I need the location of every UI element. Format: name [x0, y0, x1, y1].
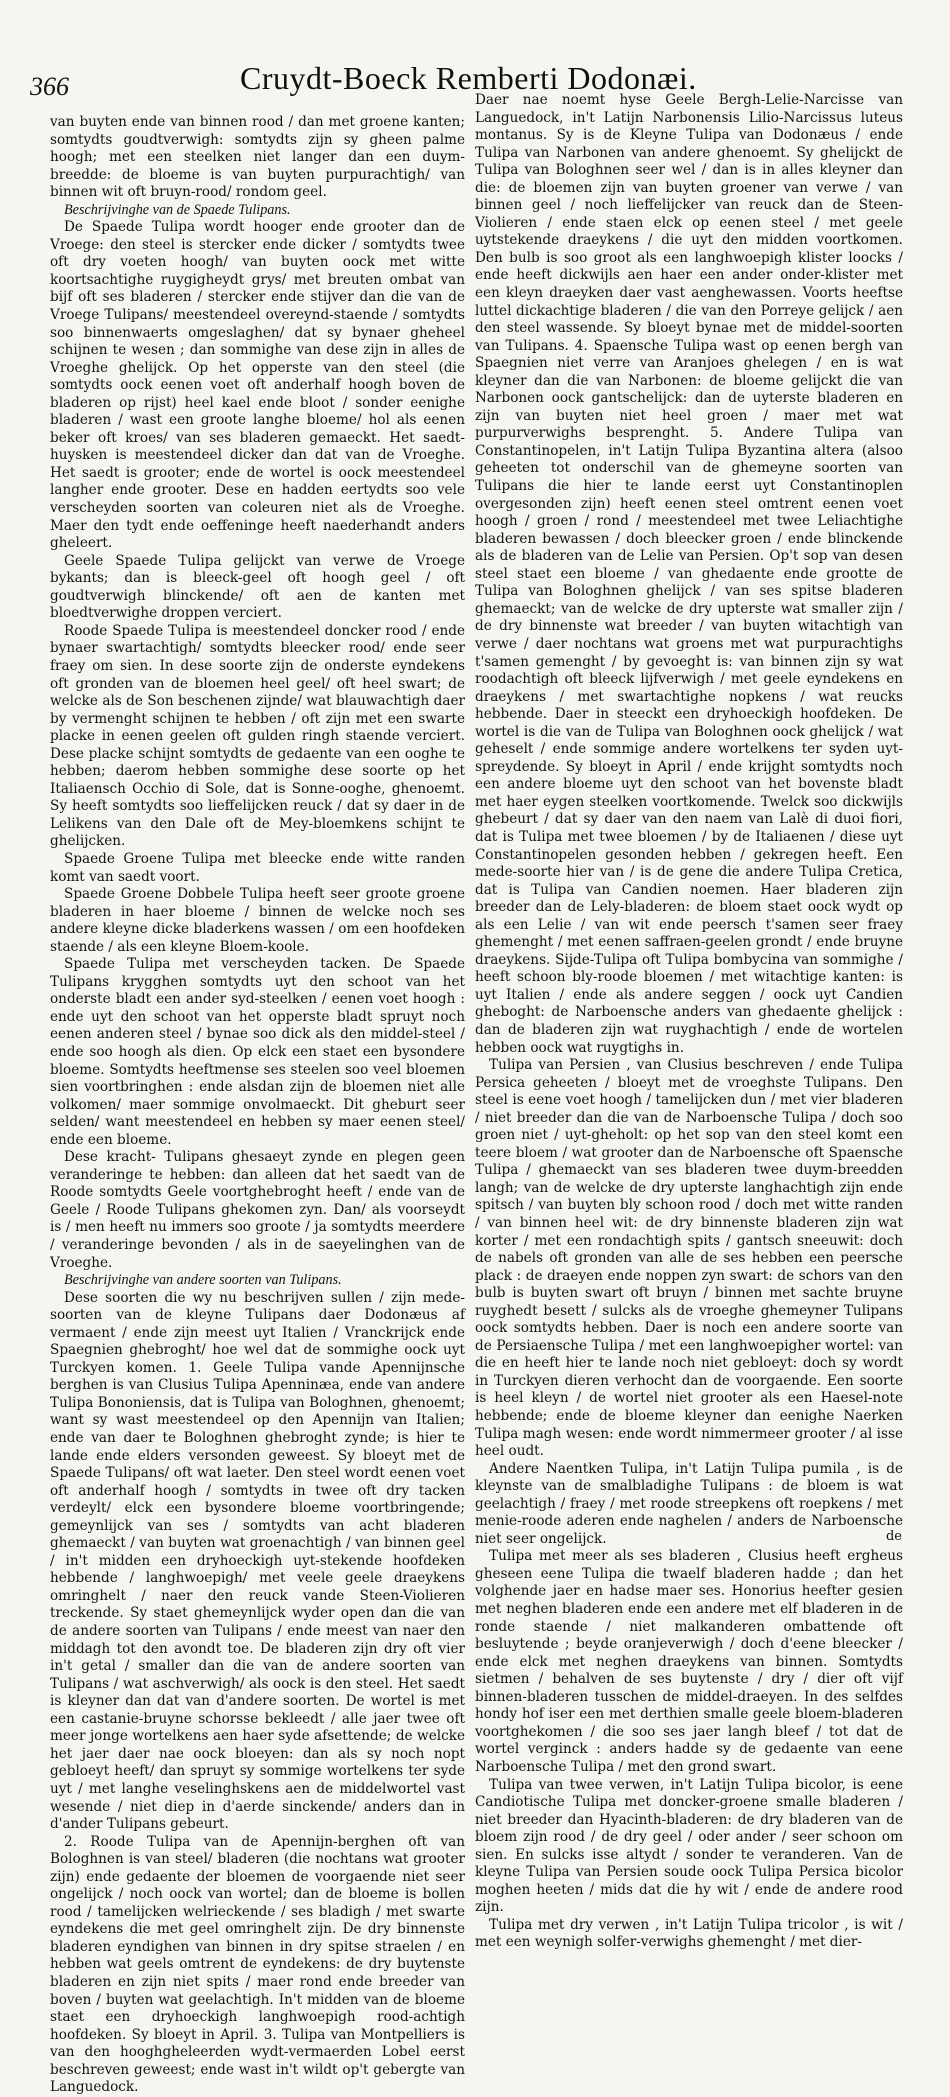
paragraph: Tulipa van Persien , van Clusius beschreven / ende Tulipa Persica geheeten / bloeyt met de vroeghste Tulipans. Den steel is eene voet hoogh / tamelijcken dun / met vier bladeren / niet breeder dan die van de Narboensche Tulipa / doch soo groen niet / uyt-gheholt: op het sop van den steel komt een teere bloem / wat grooter dan de Narboensche oft Spaensche Tulipa / ghemaeckt van ses bladeren twee duym-breedden langh; van de welcke de dry upterste langhachtigh zijn ende spitsch / van buyten bly schoon rood / doch met witte randen / van binnen heel wit: de dry binnenste bladeren zijn wat korter / met een rondachtigh spits / gantsch sneeuwit: doch de nabels oft gronden van alle de ses hebben een peersche plack : de draeyen ende noppen zyn swart: de schors van den bulb is buyten swart oft bruyn / binnen met sachte bruyne ruyghedt besett / sulcks als de vroeghe ghemeyner Tulipans oock somtydts hebben. Daer is noch een andere soorte van de Persiaensche Tulipa / met een langhwoepigher wortel: van die en heeft hier te lande noch niet gebloeyt: doch sy wordt in Turckyen dieren verhocht dan de voorgaende. Een soorte is heel kleyn / de wortel niet grooter als een Haesel-note hebbende; ende de bloeme kleyner dan eenighe Naerken Tulipa magh wesen: ende wordt nimmermeer grooter / al isse heel oudt.: [475, 1057, 903, 1460]
paragraph: Tulipa met meer als ses bladeren , Clusius heeft ergheus gheseen eene Tulipa die twaelf bladeren hadde ; dan het volghende jaer en hadse maer ses. Honorius heefter gesien met neghen bladeren ende een andere met elf bladeren in de ronde staende / niet malkanderen ombattende oft besluytende ; beyde oranjeverwigh / doch d'eene bleecker / ende elck met neghen draeykens van binnen. Somtydts sietmen / behalven de ses buytenste / dry / dier oft vijf binnen-bladeren tusschen de middel-draeyen. In des selfdes hondy hof iser een met derthien smalle geele bloem-bladeren voortghekomen / die soo ses jaer langh bleef / tot dat de wortel verginck : anders hadde sy de gedaente van eene Narboensche Tulipa / met den grond swart.: [475, 1548, 903, 1775]
paragraph: Dese soorten die wy nu beschrijven sullen / zijn mede-soorten van de kleyne Tulipans daer Dodonæus af vermaent / ende zijn meest uyt Italien / Vranckrijck ende Spaegnien ghebroght/ hoe wel dat de sommighe oock uyt Turckyen komen. 1. Geele Tulipa vande Apennijnsche berghen is van Clusius Tulipa Apenninæa, ende van andere Tulipa Bononiensis, dat is Tulipa van Bologhnen, ghenoemt; want sy wast meestendeel op den Apennijn van Italien; ende van daer te Bologhnen ghebroght zynde; is hier te lande ende elders versonden geweest. Sy bloeyt met de Spaede Tulipans/ oft wat laeter. Den steel wordt eenen voet oft anderhalf hoogh / somtydts in twee oft dry tacken verdeylt/ elck een bysondere bloeme voortbringende; gemeynlijck van ses / somtydts van acht bladeren ghemaeckt / van buyten wat groenachtigh / van binnen geel / in't midden een dryhoeckigh uyt-stekende hoofdeken hebbende / langhwoepigh/ met veele geele draeykens omringhelt / naer den reuck vande Steen-Violieren treckende. Sy staet ghemeynlijck wyder open dan die van de andere soorten van Tulipans / ende meest van naer den middagh tot den avondt toe. De bladeren zijn dry oft vier in't getal / smaller dan die van de andere soorten van Tulipans / wat aschverwigh/ als oock is den steel. Het saedt is kleyner dan dat van d'andere soorten. De wortel is met een castanie-bruyne schorsse bekleedt / alle jaer twee oft meer jonge wortelkens aen haer syde afsettende; de welcke het jaer daer nae oock bloeyen: dan als sy noch nopt gebloeyt heeft/ dan spruyt sy sommige wortelkens ter syde uyt / met langhe veselinghskens aen de middelwortel vast wesende / niet diep in d'aerde sinckende/ anders dan in d'ander Tulipans gebeurt.: [50, 1289, 465, 1833]
paragraph: Spaede Groene Tulipa met bleecke ende witte randen komt van saedt voort.: [50, 850, 465, 885]
section-heading: Beschrijvinghe van de Spaede Tulipans.: [64, 201, 291, 218]
paragraph: Geele Spaede Tulipa gelijckt van verwe de Vroege bykants; dan is bleeck-geel oft hoogh geel / oft goudtverwigh blinckende/ oft aen de kanten met bloedtverwighe droppen verciert.: [50, 552, 465, 622]
paragraph: Roode Spaede Tulipa is meestendeel doncker rood / ende bynaer swartachtigh/ somtydts bleecker rood/ ende seer fraey om sien. In dese soorte zijn de onderste eyndekens oft gronden van de bloemen heel geel/ oft heel swart; de welcke als de Son beschenen zijnde/ wat blauwachtigh daer by vermenght schijnen te hebben / oft zijn met een swarte placke in eenen geelen oft gulden ringh staende verciert. Dese placke schijnt somtydts de gedaente van een ooghe te hebben; daerom hebben sommighe dese soorte op het Italiaensch Occhio di Sole, dat is Sonne-ooghe, ghenoemt. Sy heeft somtydts soo lieffelijcken reuck / dat sy daer in de Lelikens van den Dale oft de Mey-bloemkens schijnt te ghelijcken.: [50, 622, 465, 850]
right-column: [475, 92, 903, 1951]
paragraph: van buyten ende van binnen rood / dan met groene kanten; somtydts goudtverwigh: somtydts zijn sy gheen palme hoogh; met een steelken niet langer dan een duym-breedde: de bloeme is van buyten purpurachtigh/ van binnen wit oft bruyn-rood/ rondom geel.: [50, 114, 465, 201]
paragraph: Dese kracht- Tulipans ghesaeyt zynde en plegen geen veranderinge te hebben: dan alleen dat het saedt van de Roode somtydts Geele voortghebroght heeft / ende van de Geele / Roode Tulipans ghekomen zyn. Dan/ als voorseydt is / men heeft nu immers soo groote / ja somtydts meerdere / veranderinge bevonden / als in de saeyelinghen van de Vroeghe.: [50, 1149, 465, 1271]
paragraph: Daer nae noemt hyse Geele Bergh-Lelie-Narcisse van Languedock, in't Latijn Narbonensis Lilio-Narcissus luteus montanus. Sy is de Kleyne Tulipa van Dodonæus / ende Tulipa van Narbonen van andere ghenoemt. Sy ghelijckt de Tulipa van Bologhnen seer wel / dan is in alles kleyner dan die: de bloemen zijn van buyten groener van verwe / van binnen geel / noch lieffelijcker van reuck dan de Steen-Violieren / ende staen elck op eenen steel / met geele uytstekende draeykens / die uyt den midden voortkomen. Den bulb is soo groot als een langhwoepigh klister loocks / ende heeft dickwijls aen haer een ander onder-klister met een kleyn draeyken daer vast aenghewassen. Voorts heeftse luttel dickachtige bladeren / die van den Porreye gelijck / aen den steel wassende. Sy bloeyt bynae met de middel-soorten van Tulipans. 4. Spaensche Tulipa wast op eenen bergh van Spaegnien niet verre van Aranjoes ghelegen / en is wat kleyner dan die van Narbonen: de bloeme gelijckt die van Narbonen oock gantschelijck: dan de uyterste bladeren en zijn van buyten niet heel groen / maer met wat purpurverwighs besprenght. 5. Andere Tulipa van Constantinopelen, in't Latijn Tulipa Byzantina altera (alsoo geheeten tot onderschil van de ghemeyne soorten van Tulipans die hier te lande eerst uyt Constantinoplen overgesonden zijn) heeft eenen steel omtrent eenen voet hoogh / groen / rond / meestendeel met twee Leliachtighe bladeren bewassen / doch bleecker groen / ende blinckende als de bladeren van de Lelie van Persien. Op't sop van desen steel staet een bloeme / van ghedaente ende grootte de Tulipa van Bologhnen ghelijck / van ses spitse bladeren ghemaeckt; van de welcke de dry upterste wat smaller zijn / de dry binnenste wat breeder / van buyten witachtigh van verwe / daer nochtans wat groens met wat purpurachtighs t'samen gemenght / by gevoeght is: van binnen zijn sy wat roodachtigh oft bleeck lijfverwigh / met geele eyndekens en draeykens / met swartachtighe nopkens / wat reucks hebbende. Daer in steeckt een dryhoeckigh hoofdeken. De wortel is die van de Tulipa van Bologhnen oock ghelijck / wat geheselt / ende sommige andere wortelkens ter syden uyt-spreydende. Sy bloeyt in April / ende krijght somtydts noch een andere bloeme uyt den schoot van het bovenste bladt met haer eygen steelken voortkomende. Twelck soo dickwijls ghebeurt / dat sy daer van den naem van Lalè di duoi fiori, dat is Tulipa met twee bloemen / by de Italiaenen / diese uyt Constantinopelen gesonden hebben / gekregen heeft. Een mede-soorte hier van / is de gene die andere Tulipa Cretica, dat is Tulipa van Candien noemen. Haer bladeren zijn breeder dan de Lely-bladeren: de bloem staet oock wydt op als een Lelie / van wit ende peersch t'samen seer fraey ghemenght / met eenen saffraen-geelen grondt / ende bruyne draeykens. Sijde-Tulipa oft Tulipa bombycina van sommighe / heeft schoon bly-roode bloemen / met witachtige kanten: is uyt Italien / ende als andere seggen / oock uyt Candien gheboght: de Narboensche anders van ghedaente ghelijck : dan de bladeren zijn wat ruyghachtigh / ende de wortelen hebben oock wat ruygtighs in.: [475, 92, 903, 1056]
catchword: de: [885, 1529, 902, 1544]
paragraph: 2. Roode Tulipa van de Apennijn-berghen oft van Bologhnen is van steel/ bladeren (die nochtans wat grooter zijn) ende gedaente der bloemen de voorgaende niet seer ongelijck / noch oock van wortel; dan de bloeme is bollen rood / tamelijcken welrieckende / ses bladigh / met swarte eyndekens die met geel omringhelt zijn. De dry binnenste bladeren eyndighen van binnen in dry spitse straelen / en hebben wat geels omtrent de eyndekens: de dry buytenste bladeren en zijn niet spits / maer rond ende breeder van boven / buyten wat geelachtigh. In't midden van de bloeme staet een dryhoeckigh langhwoepigh rood-achtigh hoofdeken. Sy bloeyt in April. 3. Tulipa van Montpelliers is van den hooghgheleerden wydt-vermaerden Lobel eerst beschreven geweest; ende wast in't wildt op't gebergte van Languedock.: [50, 1833, 465, 2096]
paragraph: Tulipa met dry verwen , in't Latijn Tulipa tricolor , is wit / met een weynigh solfer-verwighs ghemenght / met dier-: [475, 1916, 903, 1951]
section-heading: Beschrijvinghe van andere soorten van Tulipans.: [64, 1272, 342, 1289]
paragraph: Tulipa van twee verwen, in't Latijn Tulipa bicolor, is eene Candiotische Tulipa met doncker-groene smalle bladeren / niet breeder dan Hyacinth-bladeren: de dry bladeren van de bloem zijn rood / de dry geel / oder ander / seer schoon om sien. En sulcks isse altydt / sonder te veranderen. Van de kleyne Tulipa van Persien soude oock Tulipa Persica bicolor moghen heeten / mids dat die hy wit / ende de andere rood zijn.: [475, 1776, 903, 1916]
paragraph: De Spaede Tulipa wordt hooger ende grooter dan de Vroege: den steel is stercker ende dicker / somtydts twee oft dry voeten hoogh/ van buyten oock met witte koortsachtighe ruygigheydt grys/ met breuten ombat van bijf oft ses bladeren / stercker ende stijver dan die van de Vroege Tulipans/ meestendeel overeynd-staende / somtydts soo binnenwaerts omgeslaghen/ dat sy bynaer gheheel schijnen te wesen ; dan sommighe van dese zijn in alles de Vroeghe ghelijck. Op het opperste van den steel (die somtydts oock eenen voet oft anderhalf hoogh boven de bladeren op rijst) heel kael ende bloot / sonder eenighe bladeren / wast een groote langhe bloeme/ hol als eenen beker oft kroes/ van ses bladeren gemaeckt. Het saedt-huysken is meestendeel dicker dan dat van de Vroeghe. Het saedt is grooter; ende de wortel is oock meestendeel langher ende grooter. Dese en hadden eertydts soo vele verscheyden soorten van coleuren niet als de Vroeghe. Maer den tydt ende oeffeninge heeft naederhandt anders gheleert.: [50, 219, 465, 552]
paragraph: Andere Naentken Tulipa, in't Latijn Tulipa pumila , is de kleynste van de smalbladighe Tulipans : de bloem is wat geelachtigh / fraey / met roode streepkens oft roepkens / met menie-roode aderen ende naghelen / anders de Narboensche niet seer ongelijck.: [475, 1460, 903, 1547]
page-number: 366: [30, 72, 69, 101]
left-column: [50, 114, 465, 2096]
paragraph: Spaede Tulipa met verscheyden tacken. De Spaede Tulipans krygghen somtydts uyt den schoot van het onderste bladt een ander syd-steelken / eenen voet hoogh : ende uyt den schoot van het opperste bladt spruyt noch eenen anderen steel / bynae soo dick als den middel-steel / ende soo hoogh als dien. Op elck een staet een bysondere bloeme. Somtydts heeftmense ses steelen soo veel bloemen sien voortbringhen : ende alsdan zijn de bloemen niet alle volkomen/ maer sommige onvolmaeckt. Dit gheburt seer selden/ want meestendeel en hebben sy maer eenen steel/ ende een bloeme.: [50, 956, 465, 1148]
running-head: Cruydt-Boeck Remberti Dodonæi.: [240, 60, 697, 96]
paragraph: Spaede Groene Dobbele Tulipa heeft seer groote groene bladeren in haer bloeme / binnen de welcke noch ses andere kleyne dicke bladerkens wassen / om een hoofdeken staende / als een kleyne Bloem-koole.: [50, 886, 465, 955]
